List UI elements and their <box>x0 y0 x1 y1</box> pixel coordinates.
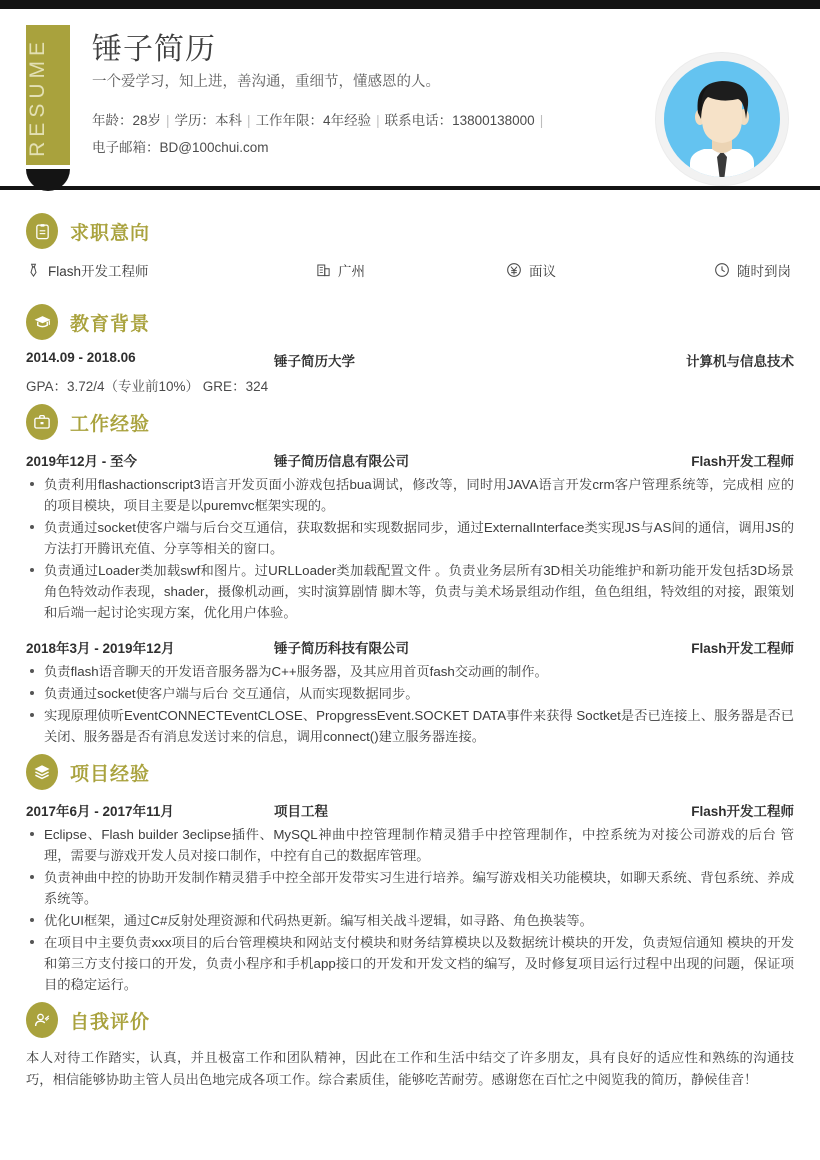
intent-city-label: 广州 <box>338 264 365 279</box>
avatar <box>656 53 788 185</box>
intent-salary-label: 面议 <box>529 264 556 279</box>
clock-icon-glyph <box>714 262 730 278</box>
clipboard-icon <box>26 213 58 249</box>
section-title-work: 工作经验 <box>70 413 151 435</box>
intention-row <box>26 260 794 280</box>
resume-vertical-tab <box>26 25 70 165</box>
project-date: 2017年6月 - 2017年11月 <box>26 804 174 819</box>
section-header-project <box>26 755 794 789</box>
education-detail: GPA：3.72/4（专业前10%） GRE：324 <box>26 379 269 394</box>
meta-divider: | <box>166 113 170 129</box>
work-company: 锤子简历科技有限公司 <box>274 641 409 656</box>
briefcase-icon-glyph <box>33 413 51 431</box>
section-evaluation <box>26 1003 794 1090</box>
meta-phone: 联系电话：13800138000 <box>384 113 535 129</box>
header-email-line: 电子邮箱：BD@100chui.com <box>92 139 269 155</box>
project-name: 项目工程 <box>274 804 328 819</box>
section-header-work <box>26 405 794 439</box>
project-bullets <box>26 824 794 995</box>
work-date: 2019年12月 - 至今 <box>26 454 138 469</box>
education-entry-head <box>26 350 794 370</box>
layers-icon <box>26 754 58 790</box>
intent-salary <box>506 260 714 280</box>
building-icon <box>316 262 331 278</box>
project-entry-head <box>26 800 794 820</box>
list-item: 优化UI框架，通过C#反射处理资源和代码热更新。编写相关战斗逻辑，如寻路、角色换装等。 <box>26 910 794 931</box>
evaluation-text: 本人对待工作踏实，认真，并且极富工作和团队精神，因此在工作和生活中结交了许多朋友，具有良好的适应性和熟练的沟通技巧，相信能够协助主管人员出色地完成各项工作。综合素质佳，能够吃苦耐劳。感谢您在百忙之中阅览我的简历，静候佳音！ <box>26 1050 794 1087</box>
intent-position-label: Flash开发工程师 <box>48 264 149 279</box>
header-bottom-bar <box>0 186 820 190</box>
intent-availability-label: 随时到岗 <box>737 264 791 279</box>
graduation-cap-icon <box>26 304 58 340</box>
header-body <box>92 33 642 161</box>
tie-icon-glyph <box>26 262 41 279</box>
list-item: 负责神曲中控的协助开发制作精灵猎手中控全部开发带实习生进行培养。编写游戏相关功能模块，如聊天系统、背包系统、养成系统等。 <box>26 867 794 909</box>
clipboard-icon-glyph <box>34 223 51 240</box>
section-work <box>26 405 794 748</box>
list-item: 负责通过Loader类加载swf和图片。过URLLoader类加载配置文件 。负责业务层所有3D相关功能维护和新功能开发包括3D场景角色特效动作表现，shader，摄像机动画，实时演算剧情 脚木等，负责与美术场景组动作组，鱼色组组，特效组的对接，跟策划和后端一起讨论实现方案，优化用户体验。 <box>26 560 794 623</box>
section-project <box>26 755 794 996</box>
avatar-illustration <box>660 57 784 181</box>
meta-divider: | <box>247 113 251 129</box>
work-role: Flash开发工程师 <box>691 454 794 469</box>
graduation-cap-icon-glyph <box>33 313 52 332</box>
clock-icon <box>714 262 730 278</box>
section-title-evaluation: 自我评价 <box>70 1011 151 1033</box>
meta-divider: | <box>539 113 544 129</box>
section-intention <box>26 214 794 280</box>
meta-years: 工作年限：4年经验 <box>255 113 372 129</box>
header-tagline: 一个爱学习，知上进，善沟通，重细节，懂感恩的人。 <box>92 74 440 90</box>
intent-availability <box>714 260 791 280</box>
list-item: 在项目中主要负责xxx项目的后台管理模块和网站支付模块和财务结算模块以及数据统计模块的开发，负责短信通知 模块的开发和第三方支付接口的开发，负责小程序和手机app接口的开发和开发文档的编写，及时修复项目运行过程中出现的问题，保证项目的稳定运行。 <box>26 932 794 995</box>
section-title-education: 教育背景 <box>70 313 151 335</box>
work-bullets <box>26 661 794 747</box>
section-title-intention: 求职意向 <box>70 222 151 244</box>
work-bullets <box>26 474 794 623</box>
education-school: 锤子简历大学 <box>274 354 355 369</box>
briefcase-icon <box>26 404 58 440</box>
building-icon-glyph <box>316 262 331 278</box>
yen-icon-glyph <box>506 262 522 278</box>
list-item: Eclipse、Flash builder 3eclipse插件、MySQL神曲中控管理制作精灵猎手中控管理制作，中控系统为对接公司游戏的后台 管理，需要与游戏开发人员对接口制作，中控有自己的数据库管理。 <box>26 824 794 866</box>
work-date: 2018年3月 - 2019年12月 <box>26 641 175 656</box>
section-title-project: 项目经验 <box>70 763 151 785</box>
section-header-education <box>26 305 794 339</box>
tie-icon <box>26 262 41 279</box>
project-role: Flash开发工程师 <box>691 804 794 819</box>
work-role: Flash开发工程师 <box>691 641 794 656</box>
intent-city <box>316 260 506 280</box>
page-title: 锤子简历 <box>92 33 216 66</box>
layers-icon-glyph <box>33 763 51 781</box>
work-entry-head <box>26 450 794 470</box>
intent-position <box>26 260 316 280</box>
list-item: 负责通过socket使客户端与后台 交互通信，从而实现数据同步。 <box>26 683 794 704</box>
header <box>0 9 820 186</box>
header-meta-line <box>92 108 642 134</box>
list-item: 负责利用flashactionscript3语言开发页面小游戏包括bua调试，修改等，同时用JAVA语言开发crm客户管理系统等，完成相 应的的项目模块，项目主要是以puremvc框架实现的。 <box>26 474 794 516</box>
education-major: 计算机与信息技术 <box>686 354 794 369</box>
section-header-evaluation <box>26 1003 794 1037</box>
meta-divider: | <box>376 113 380 129</box>
meta-age: 年龄：28岁 <box>92 113 162 129</box>
top-black-bar <box>0 0 820 9</box>
user-icon <box>26 1002 58 1038</box>
list-item: 负责通过socket使客户端与后台交互通信，获取数据和实现数据同步，通过ExternalInterface类实现JS与AS间的通信，调用JS的方法打开腾讯充值、分享等相关的窗口。 <box>26 517 794 559</box>
section-education <box>26 305 794 395</box>
work-entry-head <box>26 637 794 657</box>
list-item: 实现原理侦听EventCONNECTEventCLOSE、PropgressEvent.SOCKET DATA事件来获得 Soctket是否已连接上、服务器是否已关闭、服务器是否有消息发送讨来的信息，调用connect()建立服务器连接。 <box>26 705 794 747</box>
work-company: 锤子简历信息有限公司 <box>274 454 409 469</box>
education-date: 2014.09 - 2018.06 <box>26 350 136 365</box>
resume-tab-label: RESUME <box>26 37 49 157</box>
meta-degree: 学历：本科 <box>174 113 243 129</box>
yen-icon <box>506 262 522 278</box>
list-item: 负责flash语音聊天的开发语音服务器为C++服务器，及其应用首页fash交动画的制作。 <box>26 661 794 682</box>
user-icon-glyph <box>33 1011 51 1029</box>
section-header-intention <box>26 214 794 248</box>
